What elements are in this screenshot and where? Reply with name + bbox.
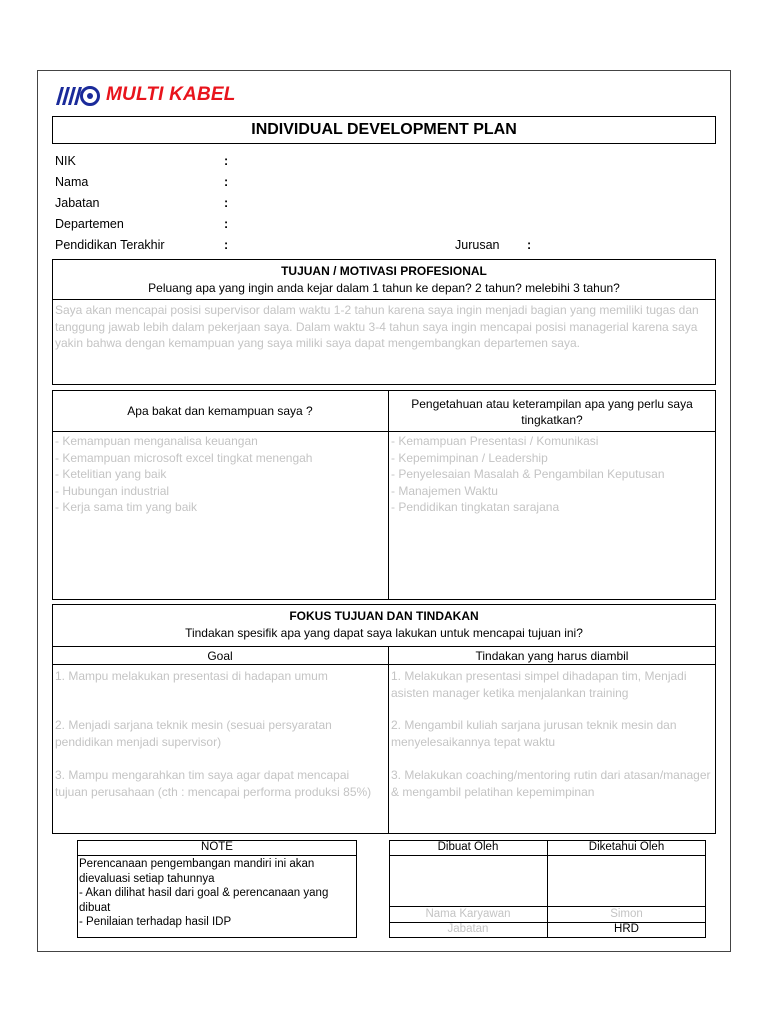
list-item: - Kemampuan Presentasi / Komunikasi	[391, 434, 599, 448]
motivasi-divider	[52, 299, 716, 300]
note-line: - Akan dilihat hasil dari goal & perencanaan yang dibuat	[79, 887, 329, 914]
fokus-header-divider	[52, 664, 716, 665]
multi-kabel-logo-icon	[52, 83, 100, 107]
fokus-col-divider	[388, 646, 389, 834]
jabatan-label: Jabatan	[447, 923, 489, 935]
colon-nik: :	[224, 154, 229, 168]
signature-space-divider	[389, 906, 706, 907]
label-jurusan: Jurusan	[455, 238, 500, 252]
action-item: 3. Melakukan coaching/mentoring rutin dari atasan/manager & mengambil pelatihan kepemimpinan	[391, 768, 711, 799]
colon-pendidikan: :	[224, 238, 229, 252]
colon-jurusan: :	[527, 238, 532, 252]
note-body	[79, 857, 353, 930]
goal-item: 1. Mampu melakukan presentasi di hadapan umum	[55, 669, 328, 683]
note-line: - Penilaian terhadap hasil IDP	[79, 916, 232, 928]
note-header: NOTE	[201, 841, 233, 853]
kemampuan-right-header: Pengetahuan atau keterampilan apa yang perlu saya tingkatkan?	[411, 397, 693, 427]
nama-karyawan-label: Nama Karyawan	[425, 908, 511, 920]
list-item: - Kemampuan microsoft excel tingkat menengah	[55, 450, 313, 465]
list-item: - Pendidikan tingkatan sarajana	[391, 500, 560, 514]
page-title: INDIVIDUAL DEVELOPMENT PLAN	[251, 121, 517, 138]
note-line: Perencanaan pengembangan mandiri ini akan dievaluasi setiap tahunnya	[79, 858, 315, 885]
list-item: - Kepemimpinan / Leadership	[391, 450, 548, 465]
action-item: 2. Mengambil kuliah sarjana jurusan teknik mesin dan menyelesaikannya tepat waktu	[391, 718, 677, 749]
list-item: - Kerja sama tim yang baik	[55, 500, 198, 514]
colon-jabatan: :	[224, 196, 229, 210]
colon-nama: :	[224, 175, 229, 189]
label-jabatan: Jabatan	[55, 196, 100, 210]
brand-logo	[52, 82, 236, 108]
label-nama: Nama	[55, 175, 89, 189]
signature-header-divider	[389, 855, 706, 856]
action-header: Tindakan yang harus diambil	[475, 649, 629, 663]
colon-departemen: :	[224, 217, 229, 231]
label-departemen: Departemen	[55, 217, 124, 231]
kemampuan-left-list	[55, 433, 385, 516]
list-item: - Ketelitian yang baik	[55, 467, 167, 481]
diketahui-oleh-label: Diketahui Oleh	[588, 841, 665, 853]
motivasi-heading: TUJUAN / MOTIVASI PROFESIONAL	[281, 264, 487, 278]
motivasi-question: Peluang apa yang ingin anda kejar dalam 1 tahun ke depan? 2 tahun? melebihi 3 tahun?	[148, 281, 620, 295]
kemampuan-col-divider	[388, 390, 389, 600]
label-nik: NIK	[55, 154, 76, 168]
list-item: - Manajemen Waktu	[391, 483, 498, 498]
kemampuan-right-list	[391, 433, 713, 516]
kemampuan-divider	[52, 431, 716, 432]
note-divider	[77, 855, 357, 856]
title-box	[52, 116, 716, 144]
fokus-heading: FOKUS TUJUAN DAN TINDAKAN	[289, 609, 479, 623]
goal-item: 3. Mampu mengarahkan tim saya agar dapat mencapai tujuan perusahaan (cth : mencapai performa produksi 85%)	[55, 768, 372, 799]
simon-name: Simon	[610, 908, 643, 920]
fokus-divider	[52, 646, 716, 647]
label-pendidikan: Pendidikan Terakhir	[55, 238, 165, 252]
action-item: 1. Melakukan presentasi simpel dihadapan tim, Menjadi asisten manager ketika menjalankan training	[391, 669, 687, 700]
dibuat-oleh-label: Dibuat Oleh	[437, 841, 499, 853]
goal-header: Goal	[207, 649, 233, 663]
list-item: - Penyelesaian Masalah & Pengambilan Keputusan	[391, 467, 665, 481]
motivasi-answer: Saya akan mencapai posisi supervisor dalam waktu 1-2 tahun karena saya ingin menjadi bagian yang memiliki tugas dan tanggung jawab lebih dalam pekerjaan saya. Dalam waktu 3-4 tahun saya ingin mencapai posisi managerial karena saya yakin bahwa dengan kemampuan yang saya miliki saya dapat mengembangkan departemen saya.	[55, 303, 699, 350]
list-item: - Kemampuan menganalisa keuangan	[55, 434, 258, 448]
fokus-question: Tindakan spesifik apa yang dapat saya lakukan untuk mencapai tujuan ini?	[185, 626, 583, 640]
brand-name: MULTI KABEL	[106, 84, 236, 105]
list-item: - Hubungan industrial	[55, 483, 170, 498]
goal-item: 2. Menjadi sarjana teknik mesin (sesuai persyaratan pendidikan menjadi supervisor)	[55, 718, 332, 749]
kemampuan-left-header: Apa bakat dan kemampuan saya ?	[127, 404, 313, 418]
hrd-label: HRD	[614, 923, 639, 935]
